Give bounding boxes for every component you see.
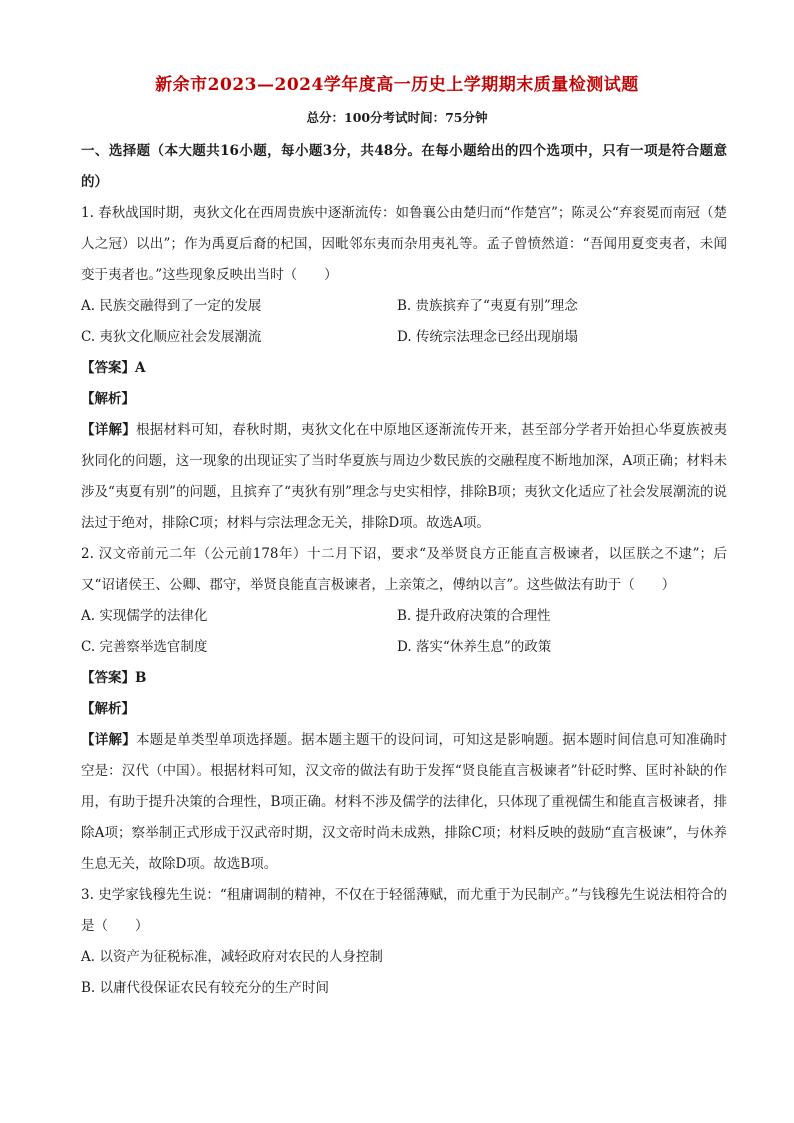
question-2-stem: 2. 汉文帝前元二年（公元前178年）十二月下诏，要求“及举贤良方正能直言极谏者，以匡朕之不逮”；后又“诏诸侯王、公卿、郡守，举贤良能直言极谏者，上亲策之，傅纳以言”。这些做法有助于（ ） (81, 546, 727, 593)
question-2-detail-text: 本题是单类型单项选择题。据本题主题干的设问词，可知这是影响题。据本题时间信息可知准确时空是：汉代（中国）。根据材料可知，汉文帝的做法有助于发挥“贤良能直言极谏者”针砭时弊、匡时补缺的作用，有助于提升决策的合理性，B项正确。材料不涉及儒学的法律化，只体现了重视儒生和能直言极谏者，排除A项；察举制正式形成于汉武帝时期，汉文帝时尚未成熟，排除C项；材料反映的鼓励“直言极谏”，与休养生息无关，故除D项。故选B项。 (81, 732, 727, 872)
question-3-options (81, 942, 727, 1004)
question-3-option-b: B. 以庸代役保证农民有较充分的生产时间 (81, 980, 330, 996)
question-2-options (81, 601, 727, 663)
question-2-option-c: C. 完善察举选官制度 (81, 639, 208, 655)
question-2-answer: 【答案】B (81, 670, 147, 686)
question-1-option-d: D. 传统宗法理念已经出现崩塌 (397, 329, 578, 345)
question-1-answer: 【答案】A (81, 360, 146, 376)
question-2-option-a: A. 实现儒学的法律化 (81, 608, 208, 624)
question-1-options (81, 291, 727, 353)
question-1-stem: 1. 春秋战国时期，夷狄文化在西周贵族中逐渐流传：如鲁襄公由楚归而“作楚宫”；陈灵公“弃衮冕而南冠（楚人之冠）以出”；作为禹夏后裔的杞国，因毗邻东夷而杂用夷礼等。孟子曾愤然道：“吾闻用夏变夷者，未闻变于夷者也。”这些现象反映出当时（ ） (81, 205, 727, 283)
question-1-detail (81, 415, 727, 539)
question-1-analysis-label: 【解析】 (81, 391, 135, 407)
question-2-option-d: D. 落实“休养生息”的政策 (397, 639, 552, 655)
question-2-analysis-label: 【解析】 (81, 701, 135, 717)
question-2-detail (81, 725, 727, 880)
question-2-option-b: B. 提升政府决策的合理性 (397, 608, 551, 624)
question-1-option-c: C. 夷狄文化顺应社会发展潮流 (81, 329, 262, 345)
section-heading: 一、选择题（本大题共16小题，每小题3分，共48分。在每小题给出的四个选项中，只有一项是符合题意的） (81, 143, 727, 190)
page-title: 新余市2023—2024学年度高一历史上学期期末质量检测试题 (155, 75, 639, 95)
question-1-option-a: A. 民族交融得到了一定的发展 (81, 298, 262, 314)
question-1-detail-label: 【详解】 (81, 422, 136, 438)
question-3-stem: 3. 史学家钱穆先生说：“租庸调制的精神，不仅在于轻徭薄赋，而尤重于为民制产。”与钱穆先生说法相符合的是（ ） (81, 887, 727, 934)
exam-content (81, 136, 727, 1004)
question-2-detail-label: 【详解】 (81, 732, 136, 748)
exam-info: 总分：100分考试时间：75分钟 (306, 110, 488, 125)
question-1-option-b: B. 贵族摈弃了“夷夏有别”理念 (397, 298, 578, 314)
question-1-detail-text: 根据材料可知，春秋时期，夷狄文化在中原地区逐渐流传开来，甚至部分学者开始担心华夏族被夷狄同化的问题，这一现象的出现证实了当时华夏族与周边少数民族的交融程度不断地加深，A项正确；材料未涉及“夷夏有别”的问题，且摈弃了“夷狄有别”理念与史实相悖，排除B项；夷狄文化适应了社会发展潮流的说法过于绝对，排除C项；材料与宗法理念无关，排除D项。故选A项。 (81, 422, 727, 531)
question-3-option-a: A. 以资产为征税标准，减轻政府对农民的人身控制 (81, 949, 383, 965)
